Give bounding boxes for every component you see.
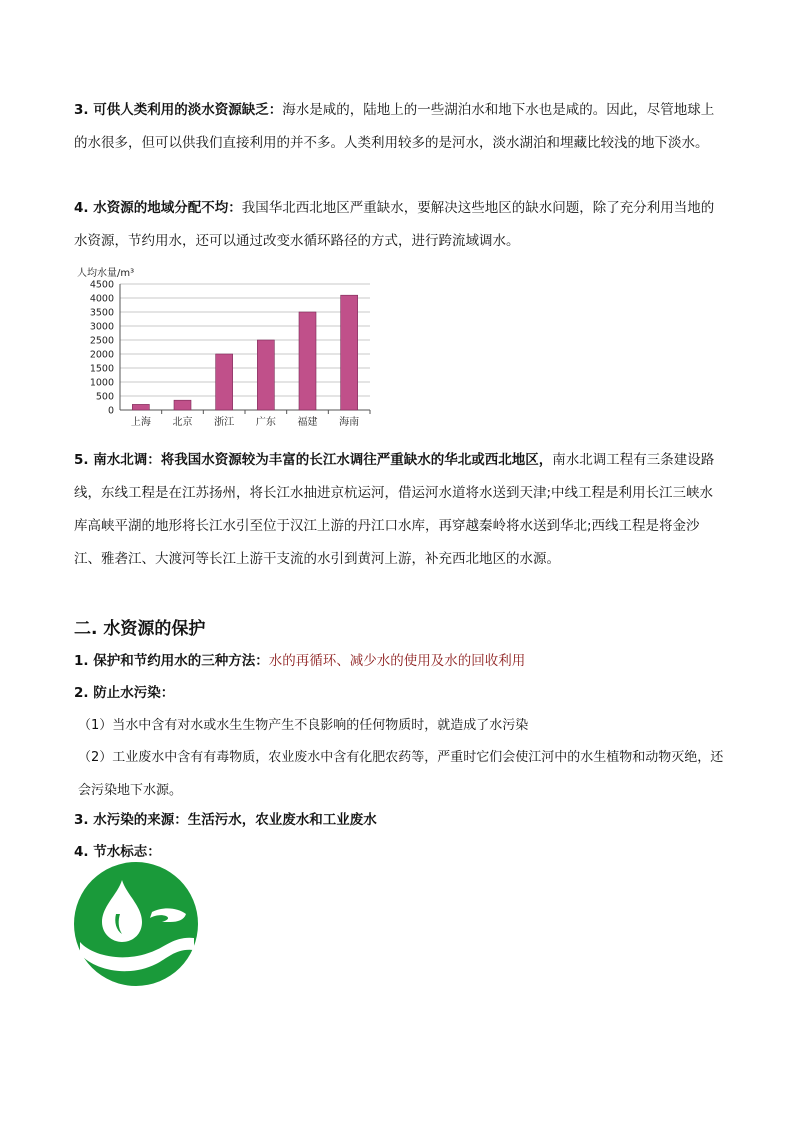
y-tick-label: 4000 xyxy=(89,293,114,305)
y-tick-label: 2000 xyxy=(89,349,114,361)
item4-body: 我国华北西北地区严重缺水，要解决这些地区的缺水问题，除了充分利用当地的水资源，节约用水，还可以通过改变水循环路径的方式，进行跨流域调水。 xyxy=(74,200,715,249)
item3-heading: 3. 可供人类利用的淡水资源缺乏： xyxy=(74,102,283,118)
pollution-sub1: （1）当水中含有对水或水生生物产生不良影响的任何物质时，就造成了水污染 xyxy=(78,718,529,733)
x-tick-label: 海南 xyxy=(339,417,360,428)
saving-logo-heading: 4. 节水标志： xyxy=(74,844,161,860)
x-tick-label: 浙江 xyxy=(214,417,235,428)
y-tick-label: 0 xyxy=(107,405,114,417)
bar xyxy=(341,295,358,410)
paragraph-protect xyxy=(74,645,724,678)
bar xyxy=(299,312,316,410)
paragraph-item4 xyxy=(74,192,724,258)
item5-body: 南水北调工程有三条建设路线，东线工程是在江苏扬州，将长江水抽进京杭运河，借运河水道将水送到天津;中线工程是利用长江三峡水库高峡平湖的地形将长江水引至位于汉江上游的丹江口水库，再穿越秦岭将水送到华北;西线工程是将金沙江、雅砻江、大渡河等长江上游干支流的水引到黄河上游，补充西北地区的水源。 xyxy=(74,452,715,567)
y-tick-label: 3000 xyxy=(89,321,114,333)
y-tick-label: 3500 xyxy=(89,307,114,319)
y-axis-label: 人均水量/m³ xyxy=(77,268,135,279)
item3-body: 海水是咸的，陆地上的一些湖泊水和地下水也是咸的。因此，尽管地球上的水很多，但可以供我们直接利用的并不多。人类利用较多的是河水，淡水湖泊和埋藏比较浅的地下淡水。 xyxy=(74,102,715,151)
bar xyxy=(257,340,274,410)
water-saving-logo-icon xyxy=(72,860,200,988)
x-tick-label: 北京 xyxy=(172,417,193,428)
y-tick-label: 4500 xyxy=(89,279,114,291)
pollution-heading: 2. 防止水污染： xyxy=(74,685,175,701)
item4-heading: 4. 水资源的地域分配不均： xyxy=(74,200,242,216)
protect-heading: 1. 保护和节约用水的三种方法： xyxy=(74,653,269,669)
item5-heading: 5. 南水北调：将我国水资源较为丰富的长江水调往严重缺水的华北或西北地区， xyxy=(74,452,553,468)
bar xyxy=(132,404,149,410)
pollution-sub2: （2）工业废水中含有有毒物质，农业废水中含有化肥农药等，严重时它们会使江河中的水生植物和动物灭绝，还会污染地下水源。 xyxy=(78,750,724,798)
water-per-capita-bar-chart xyxy=(72,263,382,435)
protect-body: 水的再循环、减少水的使用及水的回收利用 xyxy=(268,653,526,669)
bar xyxy=(174,400,191,410)
section2-title: 二. 水资源的保护 xyxy=(74,619,206,639)
y-tick-label: 500 xyxy=(95,391,114,403)
x-tick-label: 上海 xyxy=(130,417,151,428)
y-tick-label: 2500 xyxy=(89,335,114,347)
paragraph-item5 xyxy=(74,444,724,576)
pollution-source-heading: 3. 水污染的来源：生活污水，农业废水和工业废水 xyxy=(74,812,377,828)
paragraph-item3 xyxy=(74,94,724,160)
x-tick-label: 福建 xyxy=(297,417,318,428)
x-tick-label: 广东 xyxy=(255,417,276,428)
y-tick-label: 1000 xyxy=(89,377,114,389)
y-tick-label: 1500 xyxy=(89,363,114,375)
bar xyxy=(216,354,233,410)
